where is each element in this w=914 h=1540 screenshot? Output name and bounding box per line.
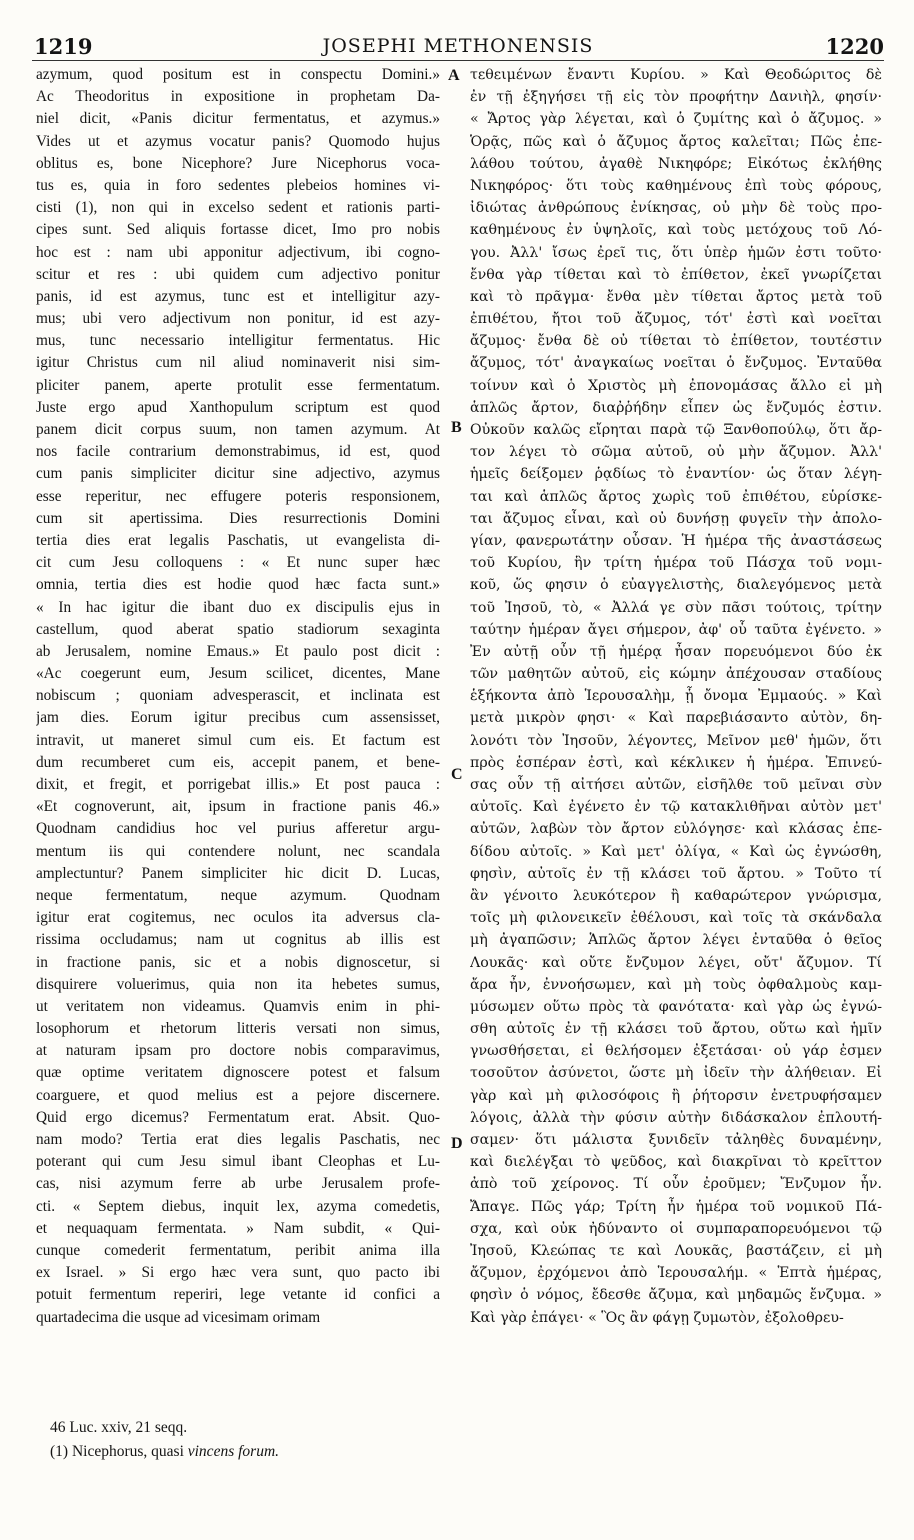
latin-line: cisti (1), non qui in excelso sedent et rationis parti- [36,199,440,217]
latin-line: nobiscum ; quoniam advesperascit, et inclinata est [36,687,440,705]
margin-marker-a: A [448,67,460,84]
greek-line: τεθειμένων ἔναντι Κυρίου. » Καὶ Θεοδώριτος δὲ [470,67,882,83]
greek-line: κοῦ, ὥς φησιν ὁ εὐαγγελιστὴς, διαλεγόμενος μετὰ [470,577,882,594]
latin-line: mus; ubi vero adjectivum non ponitur, id est azy- [36,310,440,328]
latin-line: disquirere voluerimus, quia non ita hebetes sumus, [36,975,440,993]
greek-line: « Ἄρτος γὰρ λέγεται, καὶ ὁ ζυμίτης καὶ ὁ ἄζυμος. » [470,111,882,128]
greek-line: ἄρα ἦν, ἐννοήσωμεν, καὶ μὴ τοὺς ὀφθαλμοὺς καμ- [470,976,882,993]
latin-line: cti. « Septem diebus, inquit lex, azyma comedetis, [36,1197,440,1215]
greek-line: καθημένους ἐν ὑψηλοῖς, καὶ τοὺς μετόχους τοῦ Λό- [470,222,882,239]
latin-line: in fractione panis, sic et a nobis dignoscetur, si [36,953,440,971]
latin-line: ab Jerusalem, nomine Emaus.» Et paulo post dicit : [36,642,440,660]
page-header [32,34,884,61]
greek-line: ἐν τῇ ἐξηγήσει τῇ εἰς τὸν προφήτην Δανιὴλ, φησίν· [470,89,882,106]
latin-line: scitur et res : ubi quidem cum adjectivo ponitur [36,265,440,283]
greek-line: γνωσθήσεται, εἰ θελήσομεν ἐξετάσαι· οὐ γάρ ἐσμεν [470,1043,882,1060]
latin-line: quartadecima die usque ad vicesimam orimam [36,1308,321,1326]
latin-line: azymum, quod positum est in conspectu Domini.» [36,66,440,83]
latin-line: panis, id est azymus, tunc est et intelligitur azy- [36,287,440,305]
latin-line: losophorum et rhetorum litteris versati non simus, [36,1020,440,1038]
latin-line: igitur erat cogitemus, nec oculos ita adversus cla- [36,909,440,927]
latin-line: cas, nisi azymum ferre ab urbe Jerusalem profe- [36,1175,440,1193]
greek-line: λονότι τὸν Ἰησοῦν, λέγοντες, Μεῖνον μεθ' ἡμῶν, ὅτι [470,732,882,749]
latin-line: intravit, ut maneret simul cum eis. Et factum est [36,731,440,749]
greek-line: σθη αὐτοῖς ἐν τῇ κλάσει τοῦ ἄρτου, οὕτω καὶ ἡμῖν [470,1021,882,1038]
footnote-46: 46 Luc. xxiv, 21 seqq. [50,1419,188,1436]
greek-line: μύσωμεν οὕτω πρὸς τὰ φανότατα· καὶ γὰρ ὡς ἐγνώ- [470,998,882,1015]
running-title: JOSEPHI METHONENSIS [322,35,594,57]
footnotes [50,1416,450,1464]
greek-line: σαμεν· ὅτι μάλιστα ξυνιδεῖν τἀληθὲς δυναμένην, [470,1132,882,1148]
greek-line: ἄζυμος· ἔνθα δὲ οὐ τίθεται τὸ ἐπίθετον, τουτέστιν [470,333,882,350]
greek-line: πρὸς ἑσπέραν ἐστὶ, καὶ κέκλικεν ἡ ἡμέρα. Ἐπινεύ- [470,754,882,771]
greek-line: ἀπὸ τοῦ χείρονος. Τί οὖν ἐροῦμεν; Ἔνζυμον ἦν. [470,1176,882,1193]
greek-line: λόγοις, ἀλλὰ τὴν φύσιν αὐτὴν διδάσκαλον ἐπλουτή- [470,1109,882,1126]
greek-line: γὰρ καὶ μὴ φιλοσόφοις ἢ ῥήτορσιν ἐνετρυφήσαμεν [470,1087,882,1104]
greek-line: δίδου αὐτοῖς. » Καὶ μετ' ὀλίγα, « Καὶ ὡς ἐγνώσθη, [470,843,882,860]
latin-line: at naturam ipsam pro doctore nobis comparavimus, [36,1042,440,1060]
greek-line: φησὶν ὁ νόμος, ἔδεσθε ἄζυμα, καὶ μηδαμῶς ἔνζυμα. » [470,1287,882,1304]
latin-line: niel dicit, «Panis dicitur fermentatus, et azymus.» [36,110,440,128]
greek-line: Νικηφόρος· ὅτι τοὺς καθημένους ἐπὶ τοὺς φόρους, [470,177,882,194]
latin-line: hoc est : nam ubi apponitur adjectivum, ibi cogno- [36,243,440,261]
latin-line: esse reperitur, nec effugere poteris responsionem, [36,487,440,505]
margin-marker-b: B [451,419,462,436]
greek-column [470,64,882,1329]
latin-line: amplectuntur? Panem simpliciter hic dicit D. Lucas, [36,864,440,882]
latin-line: Ac Theodoritus in expositione in prophetam Da- [36,88,440,106]
greek-line: ἡμεῖς δείξομεν ῥᾳδίως τὸ ἐναντίον· ὡς ὅταν λέγη- [470,466,882,483]
greek-line: τοσοῦτον ἀσύνετοι, ὥστε μὴ ἰδεῖν τὴν ἀλήθειαν. Εἰ [470,1065,882,1082]
latin-line: rissima occludamus; nam ut cognitus ab illis est [36,931,440,949]
latin-line: cipes sunt. Sed aliquis fortasse dicet, Imo pro nobis [36,221,440,239]
greek-line: καὶ διελέγξαι τὸ ψεῦδος, καὶ διακρῖναι τὸ κρεῖττον [470,1154,882,1171]
greek-line: ἄζυμον, ἐρχόμενοι ἀπὸ Ἱερουσαλήμ. « Ἑπτὰ ἡμέρας, [470,1265,882,1282]
greek-line: τοῦ Ἰησοῦ, τὸ, « Ἀλλά γε σὺν πᾶσι τούτοις, τρίτην [470,599,882,616]
greek-line: ται καὶ ἁπλῶς ἄρτος χωρὶς τοῦ ἐπιθέτου, εὑρίσκε- [470,488,882,505]
footnote-1-italic: vincens forum. [187,1443,280,1460]
latin-line: quæ optime veritatem dignoscere potest et falsum [36,1064,440,1082]
greek-line: καὶ τὸ πρᾶγμα· ἔνθα μὲν τίθεται ἄρτος μετὰ τοῦ [470,288,882,305]
greek-line: ἁπλῶς ἄρτον, διαῤῥήδην εἶπεν ὡς ἔνζυμός ἐστιν. [470,399,882,416]
latin-line: «Et cognoverunt, ait, ipsum in fractione panis 46.» [36,798,440,816]
footnote-1-text: (1) Nicephorus, quasi [50,1443,184,1460]
greek-line: σας οὖν τῇ αἰτήσει αὐτῶν, εἰσῆλθε τοῦ μεῖναι σὺν [470,777,882,793]
greek-line: ἄζυμος, τότ' ἀναγκαίως νοεῖται ὁ ἔνζυμος. Ἐνταῦθα [470,355,882,372]
latin-line: coarguere, et quod melius est a pejore discernere. [36,1086,440,1104]
footnote-1 [50,1440,450,1464]
latin-line: potuit fermentum reperiri, lege vetante id confici a [36,1286,440,1304]
greek-line: αὐτοῖς. Καὶ ἐγένετο ἐν τῷ κατακλιθῆναι αὐτὸν μετ' [470,799,882,816]
latin-line: «Ac coegerunt eum, Jesum scilicet, dicentes, Mane [36,665,440,683]
latin-line: Vides ut et azymus vocatur panis? Quomodo hujus [36,132,440,150]
latin-line: cunque comederit fermentatum, peribit anima illa [36,1241,440,1259]
greek-line: ἰδιώτας ἀνθρώπους ἐνίκησας, οὐ μὴν δὲ τοὺς προ- [470,200,882,217]
latin-line: pliciter panem, aperte protulit esse fermentatum. [36,376,440,394]
latin-line: cum sit apertissima. Dies resurrectionis Domini [36,509,440,527]
latin-line: « In hac igitur die ibant duo ex discipulis ejus in [36,598,440,616]
latin-line: mentum iis qui contendere nolunt, nec scandala [36,842,440,860]
latin-line: nam modo? Tertia erat dies legalis Paschatis, nec [36,1131,440,1148]
greek-line: τοίνυν καὶ ὁ Χριστὸς μὴ ἐπονομάσας ἄλλο εἰ μὴ [470,377,882,394]
greek-line: γου. Ἀλλ' ἴσως ἐρεῖ τις, ὅτι ὑπὲρ ἡμῶν ἐστι τοῦτο· [470,244,882,261]
greek-line: Λουκᾶς· καὶ οὔτε ἔνζυμον λέγει, οὔτ' ἄζυμον. Τί [470,954,882,971]
greek-line: Οὐκοῦν καλῶς εἴρηται παρὰ τῷ Ξανθοπούλῳ, ὅτι ἄρ- [470,422,882,438]
latin-line: poterant qui cum Jesu simul ibant Cleophas et Lu- [36,1153,440,1171]
latin-line: oblitus es, bone Nicephore? Jure Nicephorus voca- [36,154,440,172]
page-number-right: 1220 [825,34,884,59]
latin-column [36,64,440,1329]
latin-line: Quid ergo dicemus? Fermentatum erat. Absit. Quo- [36,1108,440,1126]
greek-line: ταύτην ἡμέραν ἄγει σήμερον, ἀφ' οὗ ταῦτα ἐγένετο. » [470,621,882,638]
greek-line: σχα, καὶ οὐκ ἠδύναντο οἱ συμπαραπορευόμενοι τῷ [470,1220,882,1237]
latin-line: omnia, tertia dies est hodie quod hæc facta sunt.» [36,576,440,594]
latin-line: jam dies. Eorum igitur precibus cum assensisset, [36,709,440,727]
greek-line: τον λέγει τὸ σῶμα αὐτοῦ, οὐ μὴν ἄζυμον. Ἀλλ' [470,444,882,461]
latin-line: tus es, quia in foro sedentes plebeios homines vi- [36,176,440,194]
latin-line: cit cum Jesu colloquens : « Et nunc super hæc [36,554,440,572]
greek-line: ἔνθα γὰρ τίθεται καὶ τὸ ἐπίθετον, ἐκεῖ γνωρίζεται [470,266,882,283]
greek-line: ἑξήκοντα ἀπὸ Ἱερουσαλὴμ, ᾗ ὄνομα Ἐμμαούς. » Καὶ [470,688,882,705]
greek-line: Ἄπαγε. Πῶς γάρ; Τρίτη ἦν ἡμέρα τοῦ νομικοῦ Πά- [470,1198,882,1215]
greek-line: Καὶ γὰρ ἐπάγει· « Ὃς ἂν φάγῃ ζυμωτὸν, ἐξολοθρευ- [470,1309,844,1326]
page-number-left: 1219 [34,34,93,59]
greek-line: ἂν γένοιτο λευκότερον ἢ καθαρώτερον γνώρισμα, [470,887,882,904]
latin-line: dum recumberet cum eis, accepit panem, et bene- [36,753,440,771]
greek-line: τῶν μαθητῶν αὐτοῦ, εἰς κώμην ἀπέχουσαν σταδίους [470,666,882,683]
latin-line: panem dicit corpus suum, non tamen azymum. At [36,421,440,438]
margin-marker-c: C [451,766,463,783]
greek-line: μετὰ μικρὸν φησι· « Καὶ παρεβιάσαντο αὐτὸν, δη- [470,710,882,727]
latin-line: cum panis simpliciter dicitur sine adjectivo, azymus [36,465,440,483]
latin-line: castellum, quod aberat spatio stadiorum sexaginta [36,620,440,638]
latin-line: Juste ergo apud Xanthopulum scriptum est quod [36,398,440,416]
greek-line: ται ἄζυμος εἶναι, καὶ οὐ δυνήσῃ φυγεῖν τὴν ἀπολο- [470,510,882,527]
greek-line: Ἰησοῦ, Κλεώπας τε καὶ Λουκᾶς, βαστάζειν, εἰ μὴ [470,1242,882,1259]
latin-line: dixit, et fregit, et porrigebat illis.» Et post pauca : [36,776,440,793]
greek-line: μὴ ἀγαπῶσιν; Ἁπλῶς ἄρτον λέγει ἐνταῦθα ὁ θεῖος [470,932,882,949]
greek-line: Ὁρᾷς, πῶς καὶ ὁ ἄζυμος ἄρτος καλεῖται; Πῶς ἐπε- [470,133,882,150]
greek-line: Ἐν αὐτῇ οὖν τῇ ἡμέρᾳ ἦσαν πορευόμενοι δύο ἐκ [470,643,882,660]
greek-line: γίαν, φανερωτάτην οὖσαν. Ἡ ἡμέρα τῆς ἀναστάσεως [470,532,882,549]
greek-line: λάθου τούτου, ἀγαθὲ Νικηφόρε; Εἰκότως ἐκλήθης [470,155,882,172]
latin-line: ex Israel. » Si ergo hæc vera sunt, quo pacto ibi [36,1264,440,1282]
latin-line: igitur Christus cum nil aliud nominaverit nisi sim- [36,354,440,372]
latin-line: tertia dies erat legalis Paschatis, ut evangelista di- [36,531,440,549]
greek-line: τοῦ Κυρίου, ἣν τρίτη ἡμέρα τοῦ Πάσχα τοῦ νομι- [470,555,882,572]
greek-line: φησὶν, αὐτοῖς ἐν τῇ κλάσει τοῦ ἄρτου. » Τοῦτο τί [470,865,882,882]
latin-line: mus, tunc necessario intelligitur fermentatus. Hic [36,332,440,350]
margin-marker-d: D [451,1135,463,1152]
greek-line: τοῖς μὴ φιλονεικεῖν ἐθέλουσι, καὶ τοῖς τὰ σκάνδαλα [470,910,882,927]
greek-line: ἐπιθέτου, ἤτοι τοῦ ἄζυμος, τότ' ἐστὶ καὶ νοεῖται [470,311,882,328]
latin-line: Quodnam candidius hoc vel purius afferetur argu- [36,820,440,838]
latin-line: nos facile contrarium demonstrabimus, id est, quod [36,443,440,461]
greek-line: αὐτῶν, λαβὼν τὸν ἄρτον εὐλόγησε· καὶ κλάσας ἐπε- [470,821,882,838]
latin-line: et nequaquam fermentata. » Nam subdit, « Qui- [36,1219,440,1237]
latin-line: ut veritatem non videamus. Quamvis enim in phi- [36,997,440,1015]
latin-line: neque fermentatum, neque azymum. Quodnam [36,886,440,904]
